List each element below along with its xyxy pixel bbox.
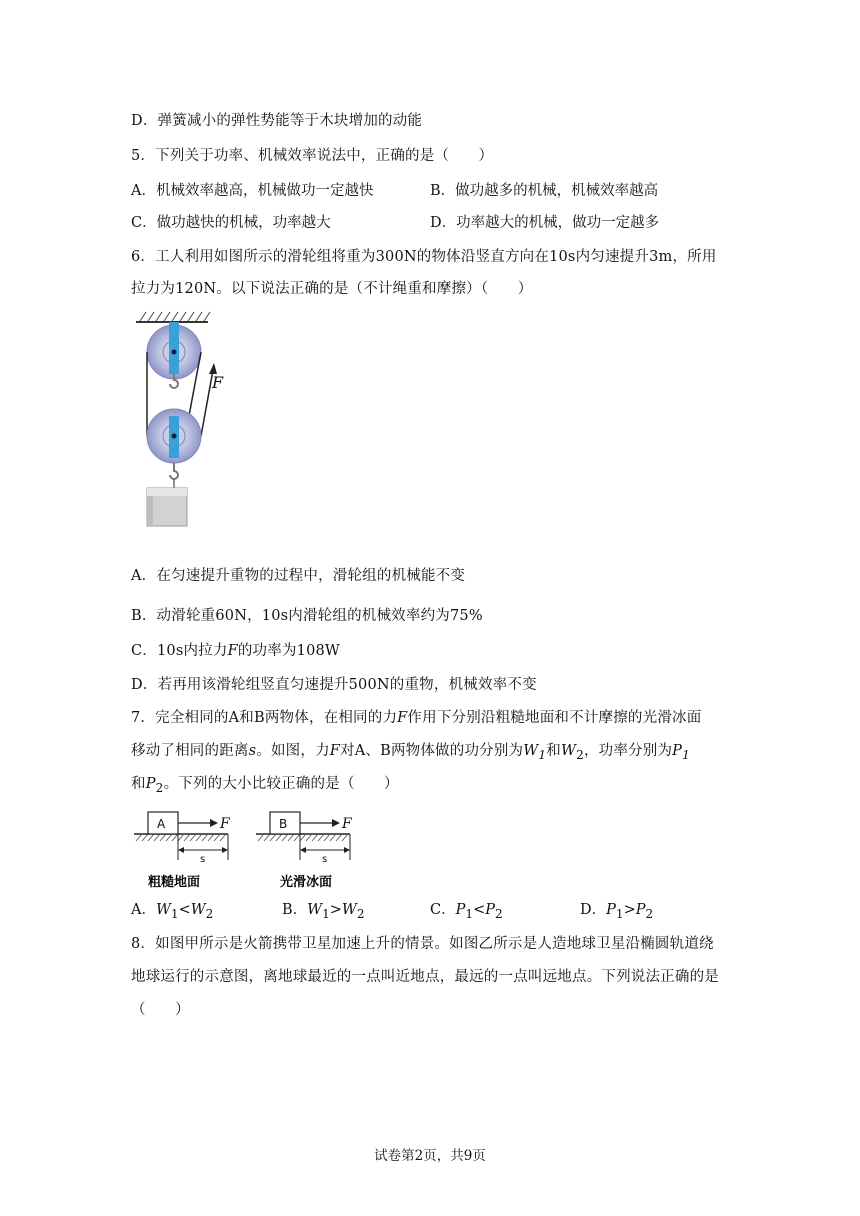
caption-smooth-ice: 光滑冰面 [280,875,333,890]
q7-stem-line3: 和$P_2$。下列的大小比较正确的是（ ） [131,776,399,795]
q7-figure [130,806,360,892]
q6-option-a: A．在匀速提升重物的过程中，滑轮组的机械能不变 [131,568,466,584]
distance-label-right: s [322,854,328,865]
q5-option-b: B．做功越多的机械，机械效率越高 [430,183,659,199]
q6-option-b: B．动滑轮重60N，10s内滑轮组的机械效率约为75% [131,608,483,624]
block-b-label: B [279,817,288,831]
q5-option-d: D．功率越大的机械，做功一定越多 [430,215,660,231]
q7-option-b: B．$W_1>W_2$ [282,902,365,921]
q6-option-c: C．10s内拉力F的功率为108W [131,643,341,659]
block-a-label: A [157,817,166,831]
q8-stem-line3: （ ） [131,1002,190,1018]
q5-stem: 5．下列关于功率、机械效率说法中，正确的是（ ） [131,148,494,164]
q5-option-a: A．机械效率越高，机械做功一定越快 [131,183,374,199]
q4-option-d: D．弹簧减小的弹性势能等于木块增加的动能 [131,113,423,129]
force-label-left: F [220,816,230,832]
q8-stem-line1: 8．如图甲所示是火箭携带卫星加速上升的情景。如图乙所示是人造地球卫星沿椭圆轨道绕 [131,936,714,952]
q7-stem-line2: 移动了相同的距离s。如图，力F对A、B两物体做的功分别为$W_1$和$W_2$，功率分别为$P_1$ [131,743,691,762]
q6-stem-line1: 6．工人利用如图所示的滑轮组将重为300N的物体沿竖直方向在10s内匀速提升3m，所用 [131,249,717,265]
force-label-right: F [342,816,352,832]
q5-option-c: C．做功越快的机械，功率越大 [131,215,331,231]
distance-label-left: s [200,854,206,865]
caption-rough-ground: 粗糙地面 [148,875,201,890]
q7-stem-line1: 7．完全相同的A和B两物体，在相同的力F作用下分别沿粗糙地面和不计摩擦的光滑冰面 [131,710,702,726]
q7-option-c: C．$P_1<P_2$ [430,902,503,921]
page-footer: 试卷第2页，共9页 [374,1148,486,1164]
q6-stem-line2: 拉力为120N。以下说法正确的是（不计绳重和摩擦）（ ） [131,281,533,297]
q7-option-a: A．$W_1<W_2$ [131,902,214,921]
q7-option-d: D．$P_1>P_2$ [580,902,654,921]
force-label-f: F [212,373,224,392]
pulley-figure [128,308,238,533]
q6-option-d: D．若再用该滑轮组竖直匀速提升500N的重物，机械效率不变 [131,677,537,693]
q8-stem-line2: 地球运行的示意图，离地球最近的一点叫近地点，最远的一点叫远地点。下列说法正确的是 [131,969,719,985]
